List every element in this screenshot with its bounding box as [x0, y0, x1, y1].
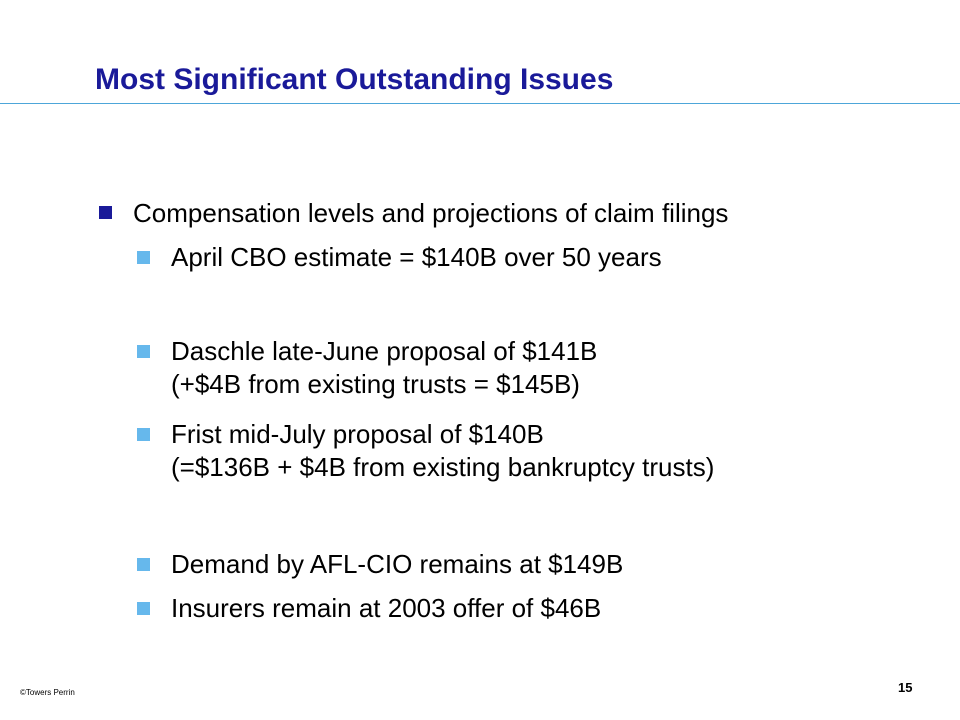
square-bullet-icon	[137, 345, 150, 358]
bullet-text: April CBO estimate = $140B over 50 years	[171, 242, 662, 272]
square-bullet-icon	[137, 428, 150, 441]
title-divider	[0, 103, 960, 104]
square-bullet-icon	[137, 251, 150, 264]
square-bullet-icon	[137, 558, 150, 571]
slide-title: Most Significant Outstanding Issues	[95, 63, 614, 96]
footer-copyright: ©Towers Perrin	[20, 688, 75, 697]
bullet-text: Demand by AFL-CIO remains at $149B	[171, 549, 624, 579]
bullet-text-line-2: (+$4B from existing trusts = $145B)	[171, 369, 580, 399]
sub-bullet-item-cbo-estimate	[171, 241, 662, 274]
square-bullet-icon	[99, 206, 112, 219]
page-number: 15	[898, 680, 913, 695]
bullet-text-line-1: Daschle late-June proposal of $141B	[171, 336, 598, 366]
bullet-text: Compensation levels and projections of claim filings	[133, 198, 729, 228]
bullet-text-line-1: Frist mid-July proposal of $140B	[171, 419, 544, 449]
bullet-text-line-2: (=$136B + $4B from existing bankruptcy trusts)	[171, 452, 715, 482]
sub-bullet-item-insurers-offer	[171, 592, 601, 625]
square-bullet-icon	[137, 602, 150, 615]
sub-bullet-item-frist-proposal	[171, 418, 714, 484]
bullet-text: Insurers remain at 2003 offer of $46B	[171, 593, 602, 623]
bullet-item-compensation	[133, 197, 728, 230]
sub-bullet-item-daschle-proposal	[171, 335, 597, 401]
sub-bullet-item-afl-cio-demand	[171, 548, 623, 581]
